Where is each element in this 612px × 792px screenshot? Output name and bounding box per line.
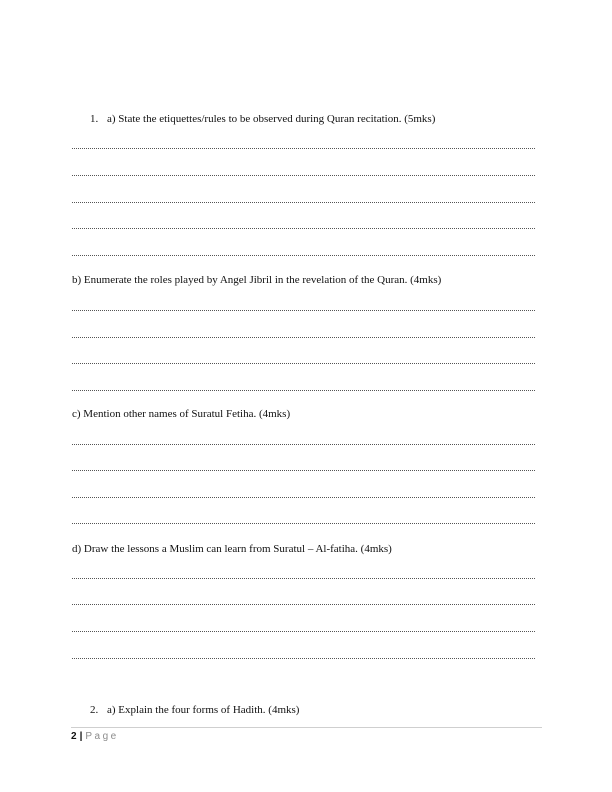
answer-line[interactable] — [72, 658, 535, 659]
footer-separator: | — [79, 731, 83, 742]
question-number: 1. — [90, 113, 99, 125]
answer-line[interactable] — [72, 390, 535, 391]
page-footer — [71, 731, 119, 743]
question-1a — [90, 113, 435, 126]
answer-line[interactable] — [72, 523, 535, 524]
answer-line[interactable] — [72, 148, 535, 149]
answer-line[interactable] — [72, 228, 535, 229]
question-1d — [72, 543, 392, 556]
answer-line[interactable] — [72, 363, 535, 364]
question-1d-text: d) Draw the lessons a Muslim can learn from Suratul – Al-fatiha. (4mks) — [72, 543, 392, 555]
page-label: Page — [85, 731, 119, 742]
answer-line[interactable] — [72, 578, 535, 579]
answer-line[interactable] — [72, 631, 535, 632]
question-1a-text: a) State the etiquettes/rules to be observed during Quran recitation. (5mks) — [107, 113, 436, 125]
question-1c-text: c) Mention other names of Suratul Fetiha. (4mks) — [72, 408, 291, 420]
answer-line[interactable] — [72, 470, 535, 471]
question-number: 2. — [90, 704, 99, 716]
question-2a — [90, 704, 299, 717]
question-2a-text: a) Explain the four forms of Hadith. (4mks) — [107, 704, 300, 716]
answer-line[interactable] — [72, 255, 535, 256]
answer-line[interactable] — [72, 444, 535, 445]
answer-line[interactable] — [72, 310, 535, 311]
question-1c — [72, 408, 290, 421]
answer-line[interactable] — [72, 337, 535, 338]
answer-line[interactable] — [72, 175, 535, 176]
page-number: 2 — [71, 731, 77, 742]
question-1b — [72, 274, 441, 287]
question-1b-text: b) Enumerate the roles played by Angel Jibril in the revelation of the Quran. (4mks) — [72, 274, 442, 286]
answer-line[interactable] — [72, 497, 535, 498]
footer-divider — [71, 727, 542, 728]
answer-line[interactable] — [72, 604, 535, 605]
answer-line[interactable] — [72, 202, 535, 203]
